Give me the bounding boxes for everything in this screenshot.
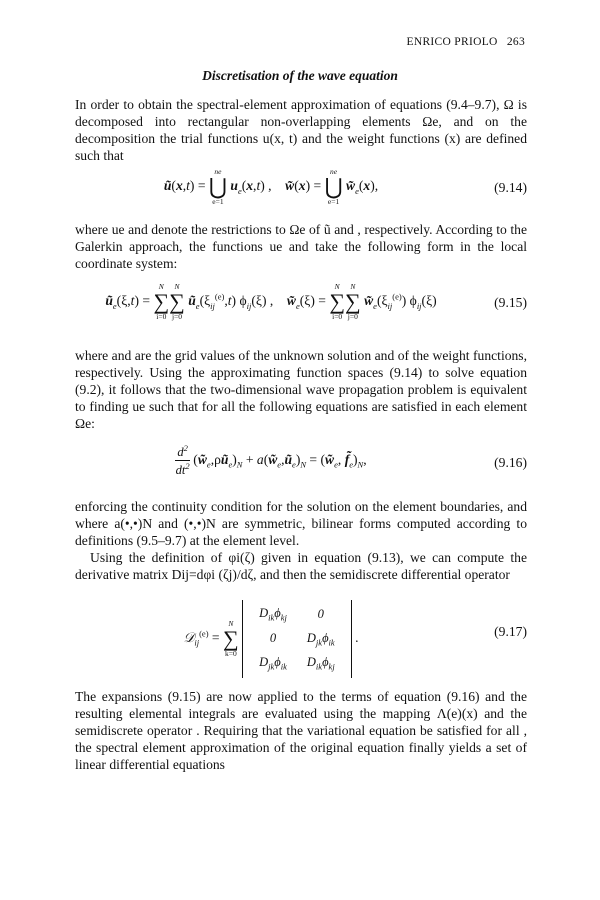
union-operator: ne ⋃ e=1 xyxy=(208,167,227,206)
paragraph-1: In order to obtain the spectral-element approximation of equations (9.4–9.7), Ω is decomposed into rectangular non-overlapping elements Ωe, and on the decomposition the trial functions u(x, t) and the weight functions (x) are defined such that xyxy=(75,97,527,163)
matrix-cell: $D_{jk}\phi_{ik}$ xyxy=(306,630,335,647)
equation-9-14-body: ũ(x,t) = ne ⋃ e=1 $u_e(x,t)$ , w̃(x) = ne ⋃ e=1 $w̃_e(x)$, xyxy=(163,167,379,206)
author-name: ENRICO PRIOLO xyxy=(406,36,498,48)
sum-operator: N ∑ i=0 xyxy=(153,282,170,321)
running-head xyxy=(407,36,525,48)
matrix-cell: $D_{ik}\phi_{kj}$ xyxy=(306,655,335,672)
section-title: Discretisation of the wave equation xyxy=(202,68,398,83)
equation-number: (9.15) xyxy=(494,295,527,310)
equation-9-17 xyxy=(75,596,527,670)
sum-operator: N ∑ j=0 xyxy=(345,282,361,321)
equation-9-14 xyxy=(75,168,527,208)
matrix-cell: 0 xyxy=(317,606,324,621)
sum-operator: N ∑ j=0 xyxy=(169,282,185,321)
matrix-cell: 0 xyxy=(269,631,277,646)
second-derivative-fraction: $\frac{d^2}{dt^2}$ xyxy=(175,443,190,478)
paragraph-4: enforcing the continuity condition for the solution on the element boundaries, and where a(•,•)N and (•,•)N are symmetric, bilinear forms computed according to definitions (9.5–9.7) at the element level. xyxy=(75,499,527,548)
equation-number: (9.14) xyxy=(494,180,527,195)
equation-9-15 xyxy=(75,283,527,323)
paragraph-5: Using the definition of φi(ζ) given in equation (9.13), we can compute the derivative matrix Dij=dφi (ζj)/dζ, and then the semidiscrete differential operator xyxy=(75,550,527,582)
paragraph-6: The expansions (9.15) are now applied to the terms of equation (9.16) and the resulting elemental integrals are evaluated using the mapping Λ(e)(x) and the semidiscrete operator . Requiring that the variational equation be satisfied for all , the spectral element approximation of the original equation finally yields a set of linear differential equations xyxy=(75,689,527,772)
matrix-cell: $D_{jk}\phi_{ik}$ xyxy=(259,655,287,672)
paragraph-3: where and are the grid values of the unknown solution and of the weight functions, respectively. Using the approximating function spaces (9.14) to solve equation (9.2), it follows that the two-dimensional wave propagation problem is equivalent to finding ue such that for all the following equations are satisfied in each element Ωe: xyxy=(75,348,527,431)
sum-operator: N ∑ k=0 xyxy=(223,618,239,658)
matrix-cell: $D_{ik}\phi_{kj}$ xyxy=(259,606,287,623)
equation-9-17-body: 𝒟$_{ij}^{(e)}$ = N ∑ k=0 $D_{ik}\phi_{kj}$ 0 0 $D_{jk}\phi_{ik}$ $D_{jk}\phi_{ik}$ $D_{ik}\phi_{kj}$ . xyxy=(75,600,467,678)
equation-number: (9.17) xyxy=(494,624,527,639)
operator-matrix xyxy=(242,600,352,678)
equation-number: (9.16) xyxy=(494,455,527,470)
paragraph-2: where ue and denote the restrictions to Ωe of ũ and , respectively. According to the Galerkin approach, the functions ue and take the following form in the local coordinate system: xyxy=(75,222,527,271)
sum-operator: N ∑ i=0 xyxy=(329,282,345,321)
equation-9-16 xyxy=(75,443,527,483)
equation-9-15-body: $ũ_e(\xi,t)$ = N ∑ i=0 N ∑ j=0 $ũ_e(\xi_{ij}^{(e)},t)$ $\phi_{ij}(\xi)$ , $w̃_e(\xi)$ = N ∑ i=0 N ∑ j=0 $w̃_e(\xi_{ij}^{(e)})$ $\phi_{ij}(\xi)$ xyxy=(105,282,437,321)
equation-9-16-body: $\frac{d^2}{dt^2}$ $(w̃_e,\rho ũ_e)_N$ + $a(w̃_e,ũ_e)_N$ = ($w̃_e$, $f̃_e)_N$, xyxy=(175,443,367,478)
page-number: 263 xyxy=(506,36,525,48)
union-operator: ne ⋃ e=1 xyxy=(324,167,343,206)
